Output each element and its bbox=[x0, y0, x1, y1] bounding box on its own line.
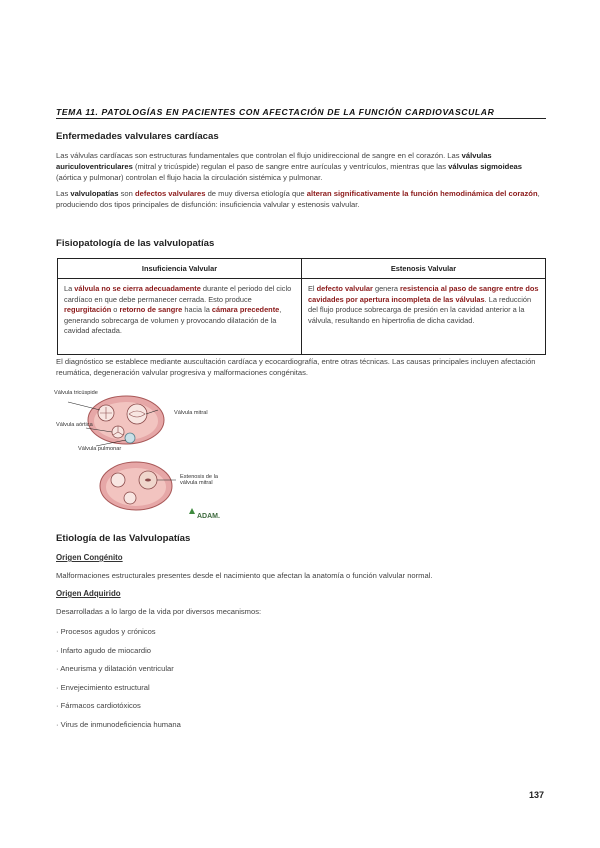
adam-brand: ADAM. bbox=[197, 513, 220, 520]
list-item: · Procesos agudos y crónicos bbox=[56, 627, 156, 636]
subheading-congenital: Origen Congénito bbox=[56, 553, 123, 562]
heart-valves-figure bbox=[56, 388, 236, 528]
paragraph-valves bbox=[56, 150, 546, 183]
text-run: de muy diversa etiología que bbox=[205, 189, 307, 198]
label-tricuspid: Válvula tricúspide bbox=[54, 390, 98, 396]
bold-term-av-valves: válvulas auriculoventriculares bbox=[56, 151, 492, 171]
text-run: , produciendo dos tipos principales de disfunción: insuficiencia valvular y estenosis valvular. bbox=[56, 189, 540, 209]
heart-valves-illustration bbox=[56, 388, 236, 528]
adam-logo-icon bbox=[189, 508, 195, 514]
paragraph-diagnosis: El diagnóstico se establece mediante auscultación cardíaca y ecocardiografía, entre otras técnicas. Las causas principales incluyen afectación reumática, degeneración valvular progresiva y malformaciones congénitas. bbox=[56, 357, 536, 377]
table-row bbox=[58, 279, 546, 355]
label-mitral: Válvula mitral bbox=[174, 410, 208, 416]
text-run: La bbox=[64, 284, 75, 293]
highlight-hemodynamic: alteran significativamente la función hemodinámica del corazón bbox=[306, 189, 538, 198]
text-run: El bbox=[308, 284, 317, 293]
header-stenosis: Estenosis Valvular bbox=[302, 259, 546, 279]
text-run: genera bbox=[372, 284, 401, 293]
list-item: · Aneurisma y dilatación ventricular bbox=[56, 664, 174, 673]
highlight-valve-defect: defecto valvular bbox=[316, 284, 373, 293]
cell-stenosis bbox=[302, 279, 546, 355]
section-heading-valvular-diseases: Enfermedades valvulares cardíacas bbox=[56, 131, 219, 142]
highlight-flow-resistance: resistencia al paso de sangre entre dos cavidades por apertura incompleta de las válvulas bbox=[308, 284, 539, 304]
text-run: son bbox=[118, 189, 135, 198]
highlight-valve-defects: defectos valvulares bbox=[134, 189, 206, 198]
table-header-row bbox=[58, 259, 546, 279]
text-run: Las válvulas cardíacas son estructuras fundamentales que controlan el flujo unidireccional de sangre en el corazón. Las bbox=[56, 151, 462, 160]
subheading-acquired: Origen Adquirido bbox=[56, 589, 121, 598]
text-run: . La reducción del flujo produce sobrecarga de presión en la cavidad anterior a la válvula, resultando en hipertrofia de dicha cavidad. bbox=[308, 294, 532, 325]
page-number: 137 bbox=[528, 790, 544, 800]
list-item: · Infarto agudo de miocardio bbox=[56, 646, 151, 655]
list-item: · Virus de inmunodeficiencia humana bbox=[56, 720, 181, 729]
bold-term-valvulopathies: valvulopatías bbox=[70, 189, 119, 198]
section-heading-etiology: Etiología de las Valvulopatías bbox=[56, 533, 191, 544]
label-stenosis: Estenosis de la válvula mitral bbox=[180, 474, 218, 487]
text-run: , generando sobrecarga de volumen y provocando dilatación de la cavidad afectada. bbox=[64, 305, 282, 336]
paragraph-valvulopathies bbox=[56, 188, 546, 210]
label-aortic: Válvula aórtica bbox=[56, 422, 93, 428]
text-run: Las bbox=[56, 189, 71, 198]
list-item: · Fármacos cardiotóxicos bbox=[56, 701, 141, 710]
valvular-comparison-table bbox=[57, 258, 546, 355]
cell-insufficiency bbox=[58, 279, 302, 355]
paragraph-acquired-intro: Desarrolladas a lo largo de la vida por diversos mecanismos: bbox=[56, 607, 262, 616]
list-item: · Envejecimiento estructural bbox=[56, 683, 150, 692]
highlight-blood-return: retorno de sangre bbox=[119, 305, 183, 315]
text-run: o bbox=[111, 305, 120, 315]
text-run: hacia la bbox=[182, 305, 212, 315]
text-run: durante el periodo del ciclo cardíaco en que debe permanecer cerrada. Esto produce bbox=[64, 284, 292, 304]
highlight-preceding-chamber: cámara precedente bbox=[211, 305, 280, 315]
paragraph-congenital: Malformaciones estructurales presentes desde el nacimiento que afectan la anatomía o función valvular normal. bbox=[56, 571, 433, 580]
highlight-regurgitation: regurgitación bbox=[64, 305, 112, 315]
bold-term-sigmoid-valves: válvulas sigmoideas bbox=[448, 162, 522, 171]
header-insufficiency: Insuficiencia Valvular bbox=[58, 259, 302, 279]
section-heading-pathophysiology: Fisiopatología de las valvulopatías bbox=[56, 238, 215, 249]
text-run: (mitral y tricúspide) regulan el paso de sangre entre aurículas y ventrículos, mientras que las bbox=[132, 162, 449, 171]
highlight-valve-not-closing: válvula no se cierra adecuadamente bbox=[74, 284, 201, 293]
chapter-title: TEMA 11. PATOLOGÍAS EN PACIENTES CON AFECTACIÓN DE LA FUNCIÓN CARDIOVASCULAR bbox=[56, 107, 546, 117]
text-run: (aórtica y pulmonar) controlan el flujo hacia la circulación sistémica y pulmonar. bbox=[56, 173, 323, 182]
label-pulmonary: Válvula pulmonar bbox=[78, 446, 122, 452]
